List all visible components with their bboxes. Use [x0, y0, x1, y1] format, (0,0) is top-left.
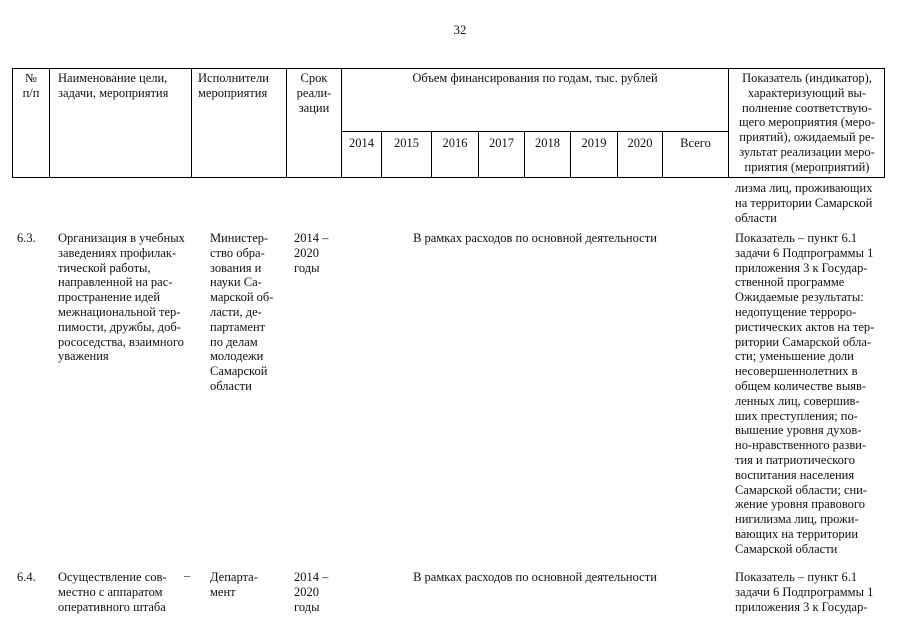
header-name: Наименование цели, задачи, мероприятия — [58, 71, 169, 100]
header-indicator: Показатель (индикатор), характеризующий вы- полнение соответствую- щего мероприятия (меро- приятий), ожидаемый ре- зультат реализации меро- приятия (мероприятий) — [738, 71, 875, 174]
header-executors: Исполнители мероприятия — [198, 71, 269, 100]
row-executors: Департа- мент — [210, 570, 258, 599]
year-header: 2019 — [581, 136, 607, 150]
row-term: 2014 – 2020 годы — [294, 231, 329, 275]
row-number: 6.4. — [17, 570, 36, 584]
year-header: 2020 — [627, 136, 653, 150]
row-term: 2014 – 2020 годы — [294, 570, 329, 614]
year-header: 2016 — [442, 136, 468, 150]
year-header: Всего — [680, 136, 711, 150]
year-header: 2014 — [349, 136, 374, 150]
row-number: 6.3. — [17, 231, 36, 245]
header-term: Срок реали- зации — [296, 71, 332, 115]
header-funding: Объем финансирования по годам, тыс. рублей — [412, 71, 658, 85]
table-border-bottom — [12, 177, 885, 178]
indicator-continuation: лизма лиц, проживающих на территории Самарской области — [735, 181, 873, 225]
year-header: 2018 — [535, 136, 560, 150]
page-number: 32 — [453, 22, 467, 37]
col-line — [49, 68, 50, 178]
col-line — [728, 68, 729, 178]
row-funding: В рамках расходов по основной деятельности — [413, 570, 657, 584]
col-line — [191, 68, 192, 178]
row-executors: Министер- ство обра- зования и науки Са- марской об- ласти, де- партамент по делам молодежи Самарской области — [210, 231, 274, 393]
year-header: 2015 — [394, 136, 419, 150]
years-row-top — [341, 131, 728, 132]
dash-mark: – — [184, 568, 190, 582]
header-num: № п/п — [22, 71, 40, 100]
row-indicator: Показатель – пункт 6.1 задачи 6 Подпрограммы 1 приложения 3 к Государ- — [735, 570, 874, 614]
year-header: 2017 — [489, 136, 514, 150]
table-border-top — [12, 68, 885, 69]
row-indicator: Показатель – пункт 6.1 задачи 6 Подпрограммы 1 приложения 3 к Государ- ственной программе Ожидаемые результаты: недопущение терроро- ристических актов на тер- ритории Самарской обла- сти; уменьшение доли несовершеннолетних в общем количестве выяв- ленных лиц, совершив- ших преступления; по- вышение уровня духов- но-нравственного разви- тия и патриотического воспитания населения Самарской области; сни- жение уровня правового нигилизма лиц, прожи- вающих на территории Самарской области — [735, 231, 875, 556]
row-name: Осуществление сов- местно с аппаратом оперативного штаба — [58, 570, 167, 614]
col-line — [884, 68, 885, 178]
row-funding: В рамках расходов по основной деятельности — [413, 231, 657, 245]
row-name: Организация в учебных заведениях профилак- тической работы, направленной на рас- пространение идей межнациональной тер- пимости, дружбы, доб- рососедства, взаимного уважения — [58, 231, 185, 364]
